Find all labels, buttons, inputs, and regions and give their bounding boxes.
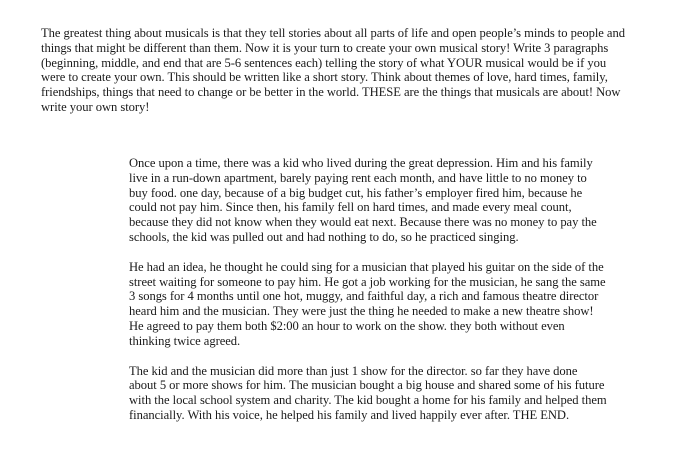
story-paragraph-middle: He had an idea, he thought he could sing for a musician that played his guitar on the side of the street waiting for someone to pay him. He got a job working for the musician, he sang the same 3 songs for 4 months until one hot, muggy, and faithful day, a rich and famous theatre director heard him and the musician. They were just the thing he needed to make a new theatre show! He agreed to pay them both $2:00 an hour to work on the show. they both without even thinking twice agreed. [129,259,606,348]
assignment-prompt: The greatest thing about musicals is that they tell stories about all parts of life and open people’s minds to people and things that might be different than them. Now it is your turn to create your own musical story! Write 3 paragraphs (beginning, middle, and end that are 5-6 sentences each) telling the story of what YOUR musical would be if you were to create your own. This should be written like a short story. Think about themes of love, hard times, family, friendships, things that need to change or be better in the world. THESE are the things that musicals are about! Now write your own story! [41,26,625,114]
story-body [129,156,607,438]
story-paragraph-end: The kid and the musician did more than just 1 show for the director. so far they have done about 5 or more shows for him. The musician bought a big house and shared some of his future with the local school system and charity. The kid bought a home for his family and helped them financially. With his voice, he helped his family and lived happily ever after. THE END. [129,363,607,422]
story-paragraph-beginning: Once upon a time, there was a kid who lived during the great depression. Him and his family live in a run-down apartment, barely paying rent each month, and have little to no money to buy food. one day, because of a big budget cut, his father’s employer fired him, because he could not pay him. Since then, his family fell on hard times, and made every meal count, because they did not know when they would eat next. Because there was no money to pay the schools, the kid was pulled out and had nothing to do, so he practiced singing. [129,156,597,244]
